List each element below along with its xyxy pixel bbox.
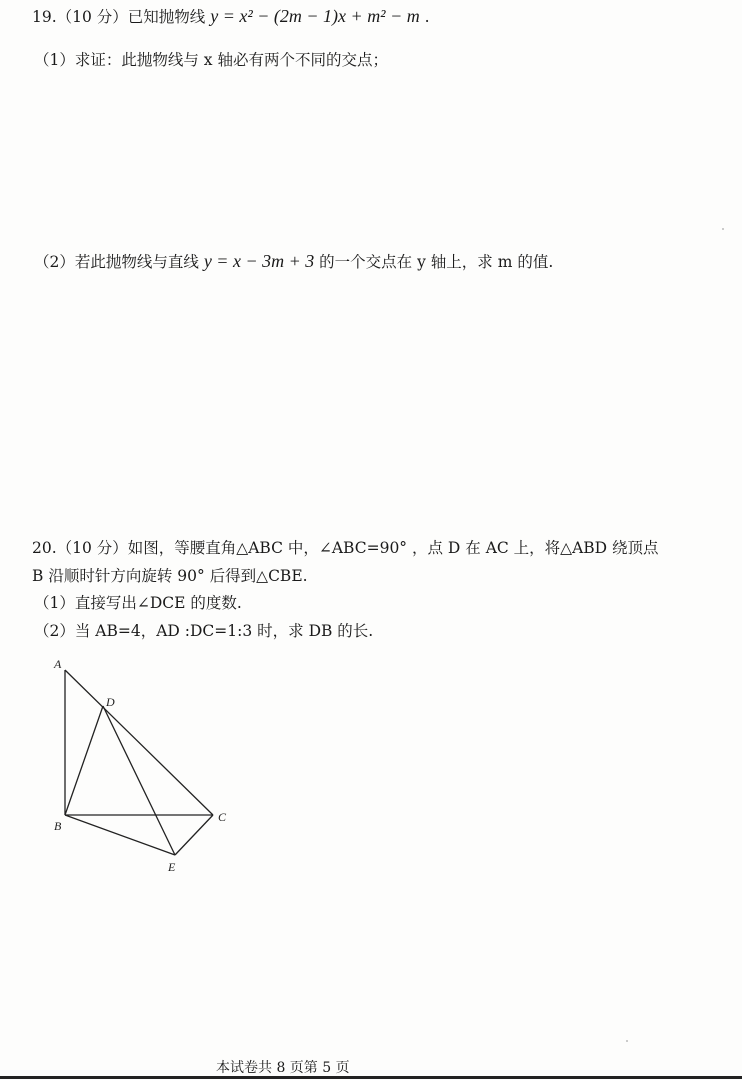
segment-ce xyxy=(175,815,213,855)
q19-part2-prefix: （2）若此抛物线与直线 xyxy=(34,253,199,271)
q20-part1: （1）直接写出∠DCE 的度数. xyxy=(34,594,242,612)
label-d: D xyxy=(106,695,115,709)
label-a: A xyxy=(54,657,62,671)
q19-stem-prefix: 19.（10 分）已知抛物线 xyxy=(32,8,206,26)
q19-part1: （1）求证：此抛物线与 x 轴必有两个不同的交点； xyxy=(34,51,388,69)
q19-part2 xyxy=(34,251,553,272)
page-footer: 本试卷共 8 页第 5 页 xyxy=(216,1060,350,1076)
q20-stem-line1: 20.（10 分）如图，等腰直角△ABC 中，∠ABC=90° ，点 D 在 AC 上，将△ABD 绕顶点 xyxy=(32,539,659,557)
bottom-rule xyxy=(0,1076,742,1079)
q19-part2-suffix: 的一个交点在 y 轴上，求 m 的值. xyxy=(319,253,554,271)
q19-stem-formula: y = x² − (2m − 1)x + m² − m xyxy=(210,6,420,26)
scan-speck xyxy=(722,228,724,230)
label-b: B xyxy=(54,819,62,833)
q19-stem xyxy=(32,6,430,27)
triangle-figure xyxy=(0,650,260,880)
q19-stem-suffix: . xyxy=(424,8,430,26)
label-c: C xyxy=(218,810,227,824)
q19-part2-formula: y = x − 3m + 3 xyxy=(203,251,315,271)
label-e: E xyxy=(168,860,176,874)
segment-bd xyxy=(65,706,103,815)
segment-ac xyxy=(65,670,213,815)
q20-stem-line2: B 沿顺时针方向旋转 90° 后得到△CBE. xyxy=(32,567,308,585)
q20-part2: （2）当 AB=4，AD :DC=1:3 时，求 DB 的长. xyxy=(34,622,374,640)
scan-speck xyxy=(626,1040,628,1042)
